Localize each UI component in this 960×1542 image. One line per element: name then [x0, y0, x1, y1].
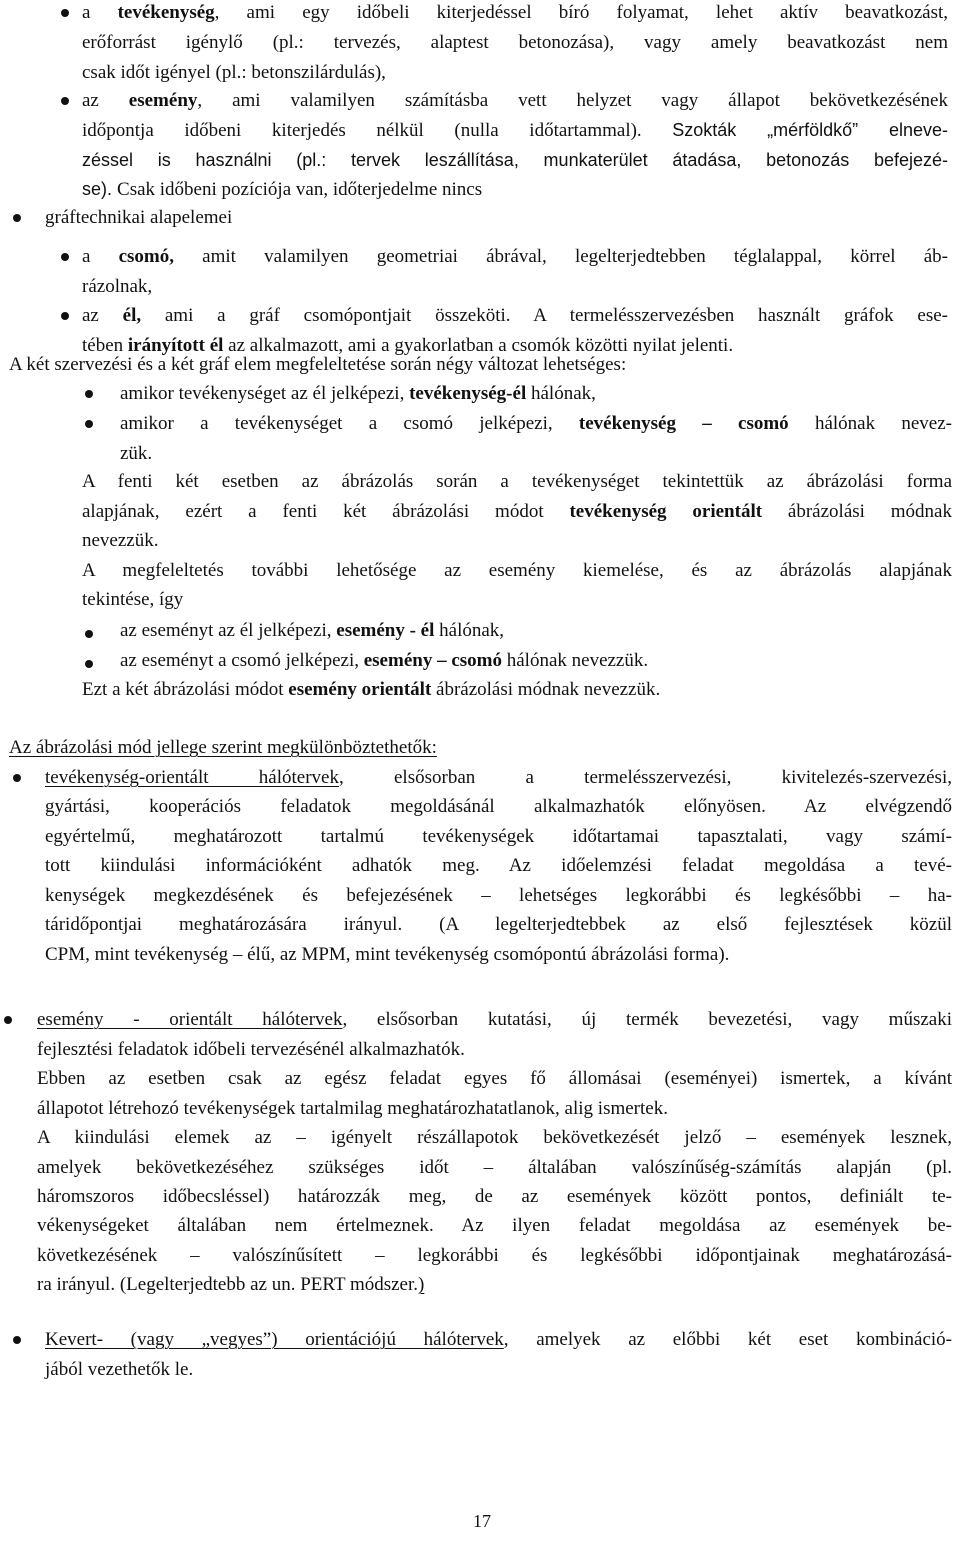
text-line: gyártási, kooperációs feladatok megoldásánál alkalmazhatók előnyösen. Az elvégzendő [45, 796, 952, 817]
text-line: A kiindulási elemek az – igényelt részállapotok bekövetkezését jelző – események lesznek, [37, 1127, 952, 1148]
text-line: A megfeleltetés további lehetősége az esemény kiemelése, és az ábrázolás alapjának [82, 560, 952, 581]
text-line: amikor tevékenységet az él jelképezi, tevékenység-él hálónak, [120, 383, 596, 404]
bullet [4, 1016, 12, 1024]
text-line: gráftechnikai alapelemei [45, 207, 233, 228]
text-line: kenységek megkezdésének és befejezésének – lehetséges legkorábbi és legkésőbbi – ha- [45, 885, 952, 906]
text-line: erőforrást igénylő (pl.: tervezés, alaptest betonozása), vagy amely beavatkozást nem [82, 32, 948, 53]
text-line: ra irányul. (Legelterjedtebb az un. PERT módszer.) [37, 1274, 425, 1295]
text-line: a tevékenység, ami egy időbeli kiterjedéssel bíró folyamat, lehet aktív beavatkozást, [82, 2, 948, 23]
text-line: zéssel is használni (pl.: tervek leszállítása, munkaterület átadása, betonozás befejezé- [82, 150, 948, 170]
text-line: az esemény, ami valamilyen számításba vett helyzet vagy állapot bekövetkezésének [82, 90, 948, 111]
text-line: tott kiindulási információként adhatók meg. Az időelemzési feladat megoldása a tevé- [45, 855, 952, 876]
text-line: háromszoros időbecsléssel) határozzák meg, de az események között pontos, definiált te- [37, 1186, 952, 1207]
text-line: egyértelmű, meghatározott tartalmú tevékenységek időtartamai tapasztalati, vagy számí- [45, 826, 952, 847]
bullet [61, 97, 69, 105]
bullet [13, 774, 21, 782]
text-line: következésének – valószínűsített – legkorábbi és legkésőbbi időpontjainak meghatározásá- [37, 1245, 952, 1266]
text-line: amikor a tevékenységet a csomó jelképezi, tevékenység – csomó hálónak nevez- [120, 413, 952, 434]
text-line: időpontja időbeni kiterjedés nélkül (nulla időtartammal). Szokták „mérföldkő” elneve- [82, 120, 948, 141]
bullet [13, 1336, 21, 1344]
text-line: fejlesztési feladatok időbeli tervezésénél alkalmazhatók. [37, 1039, 465, 1060]
page-number: 17 [473, 1511, 491, 1531]
text-line: esemény - orientált hálótervek, elsősorban kutatási, új termék bevezetési, vagy műszaki [37, 1009, 952, 1030]
bullet [61, 253, 69, 261]
bullet [85, 660, 93, 668]
text-line: CPM, mint tevékenység – élű, az MPM, mint tevékenység csomópontú ábrázolási forma). [45, 944, 730, 965]
text-line: tevékenység-orientált hálótervek, elsősorban a termelésszervezési, kivitelezés-szervezési, [45, 767, 952, 788]
text-line: jából vezethetők le. [45, 1359, 194, 1380]
text-line: a csomó, amit valamilyen geometriai ábrával, legelterjedtebben téglalappal, körrel áb- [82, 246, 949, 267]
text-line: A fenti két esetben az ábrázolás során a tevékenységet tekintettük az ábrázolási forma [82, 471, 952, 492]
text-line: zük. [120, 443, 153, 464]
text-line: állapotot létrehozó tevékenységek tartalmilag meghatározhatatlanok, alig ismertek. [37, 1098, 668, 1119]
text-line: alapjának, ezért a fenti két ábrázolási módot tevékenység orientált ábrázolási módnak [82, 501, 952, 522]
text-line: rázolnak, [82, 276, 153, 297]
bullet [61, 9, 69, 17]
text-line: se). Csak időbeni pozíciója van, időterjedelme nincs [82, 179, 483, 200]
text-line: A két szervezési és a két gráf elem megfeleltetése során négy változat lehetséges: [9, 354, 627, 375]
bullet [13, 214, 21, 222]
bullet [61, 312, 69, 320]
bullet [85, 420, 93, 428]
text-line: nevezzük. [82, 530, 159, 551]
text-line: az eseményt az él jelképezi, esemény - él hálónak, [120, 620, 505, 641]
text-line: tében irányított él az alkalmazott, ami a gyakorlatban a csomók közötti nyilat jelenti. [82, 335, 734, 356]
text-line: táridőpontjai meghatározására irányul. (A legelterjedtebbek az első fejlesztések közül [45, 914, 952, 935]
text-line: tekintése, így [82, 589, 184, 610]
text-line: amelyek bekövetkezéséhez szükséges időt – általában valószínűség-számítás alapján (pl. [37, 1157, 952, 1178]
section-heading: Az ábrázolási mód jellege szerint megkülönböztethetők: [9, 737, 437, 758]
text-line: Ebben az esetben csak az egész feladat egyes fő állomásai (eseményei) ismertek, a kívánt [37, 1068, 952, 1089]
text-line: Kevert- (vagy „vegyes”) orientációjú hálótervek, amelyek az előbbi két eset kombináció- [45, 1329, 952, 1350]
bullet [85, 630, 93, 638]
text-line: az él, ami a gráf csomópontjait összeköti. A termelésszervezésben használt gráfok ese- [82, 305, 948, 326]
text-line: Ezt a két ábrázolási módot esemény orientált ábrázolási módnak nevezzük. [82, 679, 661, 700]
bullet [85, 390, 93, 398]
text-line: vékenységeket általában nem értelmeznek. Az ilyen feladat megoldása az események be- [37, 1215, 952, 1236]
text-line: az eseményt a csomó jelképezi, esemény – csomó hálónak nevezzük. [120, 650, 649, 671]
text-line: csak időt igényel (pl.: betonszilárdulás), [82, 62, 386, 83]
